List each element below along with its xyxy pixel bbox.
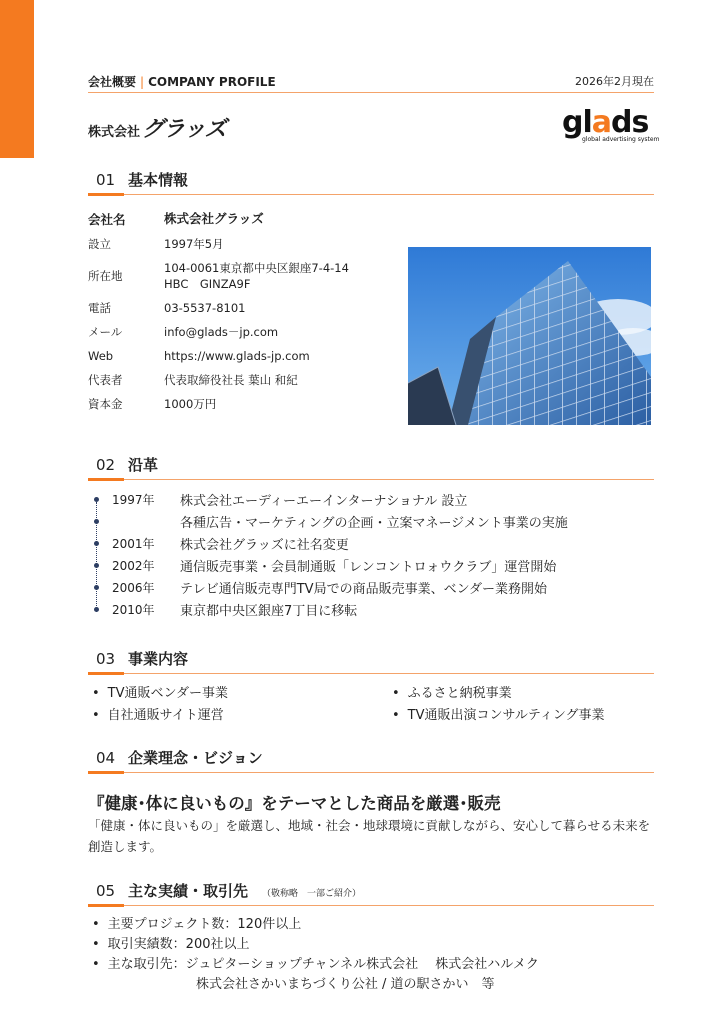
history-event: 各種広告・マーケティングの企画・立案マネージメント事業の実施: [180, 515, 568, 531]
section-number: 03: [96, 650, 116, 668]
history-row: [88, 598, 648, 620]
business-list: [92, 682, 652, 723]
timeline-dot: [94, 563, 99, 568]
info-value: 03-5537-8101: [164, 301, 246, 315]
section-rule: [88, 905, 654, 906]
business-item: • TV通販出演コンサルティング事業: [392, 704, 652, 723]
header-date: 2026年2月現在: [575, 75, 654, 88]
section-accent: [88, 771, 124, 774]
timeline-dot: [94, 519, 99, 524]
section-number: 04: [96, 749, 116, 767]
achievement-item: • 主な取引先：ジュピターショップチャンネル株式会社 株式会社ハルメク: [92, 955, 652, 975]
vision-headline: 『健康･体に良いもの』をテーマとした商品を厳選･販売: [88, 794, 501, 813]
info-row: [88, 300, 388, 316]
section-rule: [88, 673, 654, 674]
history-year: 2010年: [112, 602, 155, 617]
info-label: 代表者: [88, 373, 123, 387]
basic-info-table: [88, 210, 388, 420]
info-label: 電話: [88, 301, 111, 315]
timeline-dot: [94, 497, 99, 502]
history-row: [88, 532, 648, 554]
building-photo: [408, 247, 651, 425]
section-header-basic-info: [88, 167, 654, 195]
info-row: [88, 396, 388, 412]
achievement-item: • 主要プロジェクト数：120件以上: [92, 915, 652, 935]
achievements-list: [92, 915, 652, 995]
section-note: （敬称略 一部ご紹介）: [262, 889, 362, 899]
section-title: [128, 880, 361, 901]
history-row: [88, 488, 648, 510]
info-row: [88, 324, 388, 340]
section-rule: [88, 479, 654, 480]
timeline-dot: [94, 607, 99, 612]
header-separator: |: [140, 74, 145, 89]
timeline-dot: [94, 585, 99, 590]
section-rule: [88, 772, 654, 773]
info-value: [164, 260, 349, 292]
info-value: info@glads－jp.com: [164, 325, 279, 339]
header-title-ja: 会社概要: [88, 74, 137, 89]
achievement-continuation: 株式会社さかいまちづくり公社 / 道の駅さかい 等: [196, 977, 495, 992]
section-title: 事業内容: [128, 650, 189, 668]
info-value: 1997年5月: [164, 237, 224, 251]
history-event: テレビ通信販売専門TV局での商品販売事業、ベンダー業務開始: [180, 581, 548, 597]
company-wordmark: [88, 112, 226, 143]
section-number: 05: [96, 882, 116, 900]
info-value: 1000万円: [164, 397, 217, 411]
history-year: 2002年: [112, 558, 155, 573]
header-title: [88, 73, 276, 90]
header-rule: [88, 92, 654, 93]
history-event: 株式会社エーディーエーインターナショナル 設立: [180, 493, 468, 509]
history-row: [88, 510, 648, 532]
info-value: 代表取締役社長 葉山 和紀: [164, 373, 298, 387]
history-year: 2001年: [112, 536, 155, 551]
section-header-history: [88, 452, 654, 480]
info-row: [88, 372, 388, 388]
corner-accent-bar: [0, 0, 34, 158]
info-row: [88, 210, 388, 228]
building-illustration: [408, 247, 651, 425]
history-row: [88, 576, 648, 598]
page-header: [88, 70, 654, 92]
section-accent: [88, 904, 124, 907]
history-event: 東京都中央区銀座7丁目に移転: [180, 603, 358, 619]
section-header-business: [88, 646, 654, 674]
info-label: 設立: [88, 237, 111, 251]
section-title: 沿革: [128, 456, 159, 474]
logo-tagline: global advertising system: [582, 136, 660, 143]
section-number: 02: [96, 456, 116, 474]
section-header-achievements: [88, 878, 654, 906]
logo-text-gl: gl: [562, 105, 592, 140]
business-item: • TV通販ベンダー事業: [92, 682, 392, 701]
info-value: https://www.glads-jp.com: [164, 349, 310, 363]
info-label: 資本金: [88, 397, 123, 411]
history-year: 1997年: [112, 492, 155, 507]
history-timeline: [88, 488, 648, 620]
section-header-vision: [88, 745, 654, 773]
company-name-stylized: グラッズ: [142, 117, 226, 142]
history-year: 2006年: [112, 580, 155, 595]
business-item: • 自社通販サイト運営: [92, 704, 392, 723]
info-value: 株式会社グラッズ: [164, 211, 264, 226]
info-row: [88, 236, 388, 252]
achievement-item: • 取引実績数：200社以上: [92, 935, 652, 955]
logo-text-ds: ds: [611, 105, 649, 140]
section-title: 基本情報: [128, 171, 189, 189]
section-title-text: 主な実績・取引先: [128, 882, 249, 900]
info-label: メール: [88, 325, 123, 339]
vision-body: 「健康・体に良いもの」を厳選し、地域・社会・地球環境に貢献しながら、安心して暮らせる未来を創造します。: [88, 818, 651, 854]
section-title: 企業理念・ビジョン: [128, 749, 263, 767]
logo-text-a: a: [591, 105, 612, 140]
history-event: 株式会社グラッズに社名変更: [180, 537, 349, 553]
business-item: • ふるさと納税事業: [392, 682, 652, 701]
info-row: [88, 260, 388, 292]
section-accent: [88, 672, 124, 675]
section-accent: [88, 478, 124, 481]
header-title-en: COMPANY PROFILE: [148, 74, 276, 89]
section-accent: [88, 193, 124, 196]
address-line-2: HBC GINZA9F: [164, 277, 251, 291]
section-number: 01: [96, 171, 116, 189]
glads-logo: [562, 105, 660, 143]
info-label: 所在地: [88, 269, 123, 283]
timeline-dot: [94, 541, 99, 546]
company-prefix: 株式会社: [88, 125, 141, 140]
section-rule: [88, 194, 654, 195]
history-row: [88, 554, 648, 576]
info-row: [88, 348, 388, 364]
address-line-1: 104-0061東京都中央区銀座7-4-14: [164, 261, 349, 275]
info-label: Web: [88, 349, 114, 363]
info-label: 会社名: [88, 212, 126, 227]
history-event: 通信販売事業・会員制通販「レンコントロォウクラブ」運営開始: [180, 559, 557, 575]
